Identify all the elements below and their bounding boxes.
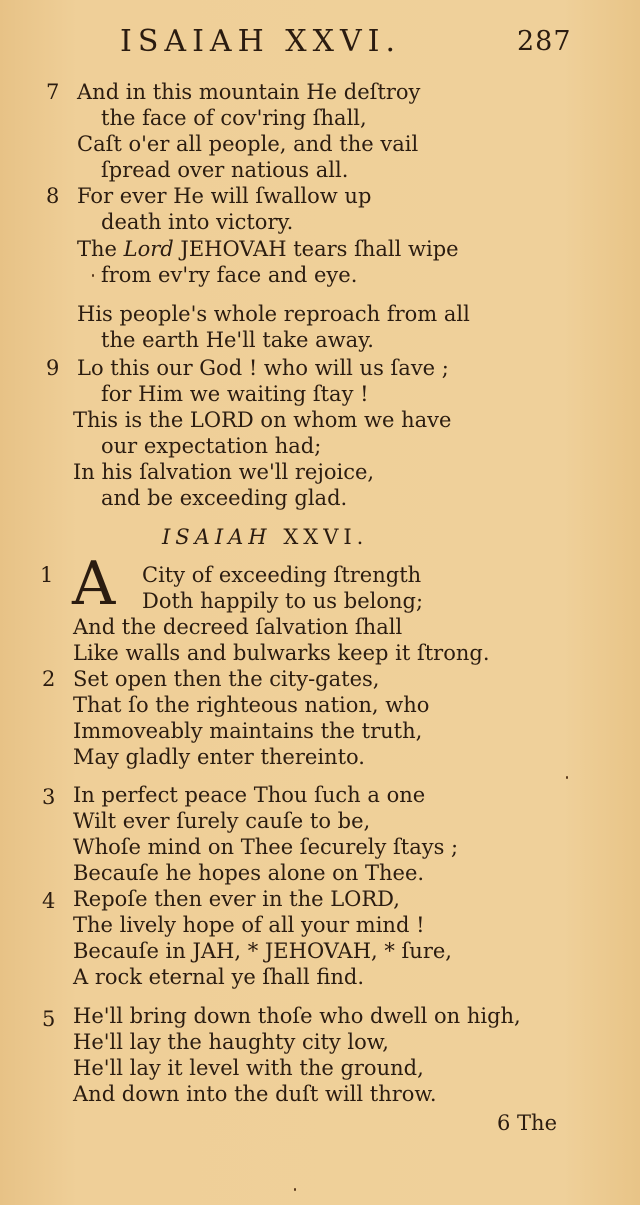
verse-line: Becauſe in JAH, * JEHOVAH, * ſure, (73, 939, 452, 963)
chapter-heading-italic: ISAIAH (162, 525, 272, 549)
verse-line: Becauſe he hopes alone on Thee. (73, 861, 425, 885)
catchword: 6 The (497, 1111, 557, 1135)
verse-number: 4 (42, 889, 56, 913)
verse-line: City of exceeding ſtrength (142, 563, 422, 587)
verse-line: and be exceeding glad. (101, 486, 348, 510)
paper-speck (566, 776, 568, 779)
paper-speck (294, 1188, 296, 1191)
verse-line: That ſo the righteous nation, who (73, 693, 430, 717)
paper-speck (92, 274, 94, 277)
verse-line: Repoſe then ever in the LORD, (73, 887, 400, 911)
verse-line: Caſt o'er all people, and the vail (77, 132, 419, 156)
verse-line: death into victory. (101, 210, 294, 234)
verse-line: the earth He'll take away. (101, 328, 374, 352)
verse-number: 8 (46, 184, 60, 208)
verse-line: Doth happily to us belong; (142, 589, 424, 613)
verse-line: His people's whole reproach from all (77, 302, 470, 326)
running-head (0, 22, 640, 62)
verse-line: May gladly enter thereinto. (73, 745, 365, 769)
verse-line: Lo this our God ! who will us ſave ; (77, 356, 449, 380)
verse-number: 3 (42, 785, 56, 809)
verse-line: The lively hope of all your mind ! (73, 913, 425, 937)
verse-number: 9 (46, 356, 60, 380)
chapter-heading (162, 522, 368, 552)
verse-line: Like walls and bulwarks keep it ſtrong. (73, 641, 490, 665)
verse-line: ſpread over natious all. (101, 158, 349, 182)
verse-line: In his ſalvation we'll rejoice, (73, 460, 375, 484)
verse-line: For ever He will ſwallow up (77, 184, 372, 208)
verse-line: He'll lay it level with the ground, (73, 1056, 424, 1080)
verse-line: This is the LORD on whom we have (73, 408, 452, 432)
verse-line: He'll bring down thoſe who dwell on high, (73, 1004, 521, 1028)
italic-word: Lord (123, 237, 174, 261)
verse-line: He'll lay the haughty city low, (73, 1030, 389, 1054)
verse-number: 1 (40, 563, 54, 587)
verse-line: for Him we waiting ſtay ! (101, 382, 369, 406)
verse-line: Immoveably maintains the truth, (73, 719, 423, 743)
verse-line: Whoſe mind on Thee ſecurely ſtays ; (73, 835, 459, 859)
verse-line: And the decreed ſalvation ſhall (73, 615, 403, 639)
page-number: 287 (517, 26, 572, 57)
verse-line: the face of cov'ring ſhall, (101, 106, 367, 130)
verse-line: In perfect peace Thou ſuch a one (73, 783, 426, 807)
chapter-heading-numeral: XXVI. (283, 525, 369, 549)
drop-capital: A (72, 549, 116, 619)
verse-line: The Lord JEHOVAH tears ſhall wipe (77, 237, 459, 261)
verse-line: Wilt ever ſurely cauſe to be, (73, 809, 371, 833)
verse-line: from ev'ry face and eye. (101, 263, 358, 287)
verse-line: our expectation had; (101, 434, 322, 458)
verse-number: 2 (42, 667, 56, 691)
verse-line: And down into the duſt will throw. (73, 1082, 437, 1106)
verse-number: 5 (42, 1007, 56, 1031)
verse-line: And in this mountain He deſtroy (77, 80, 421, 104)
verse-number: 7 (46, 80, 60, 104)
verse-line: Set open then the city-gates, (73, 667, 380, 691)
verse-line: A rock eternal ye ſhall find. (73, 965, 364, 989)
running-head-title: ISAIAH XXVI. (120, 24, 402, 59)
